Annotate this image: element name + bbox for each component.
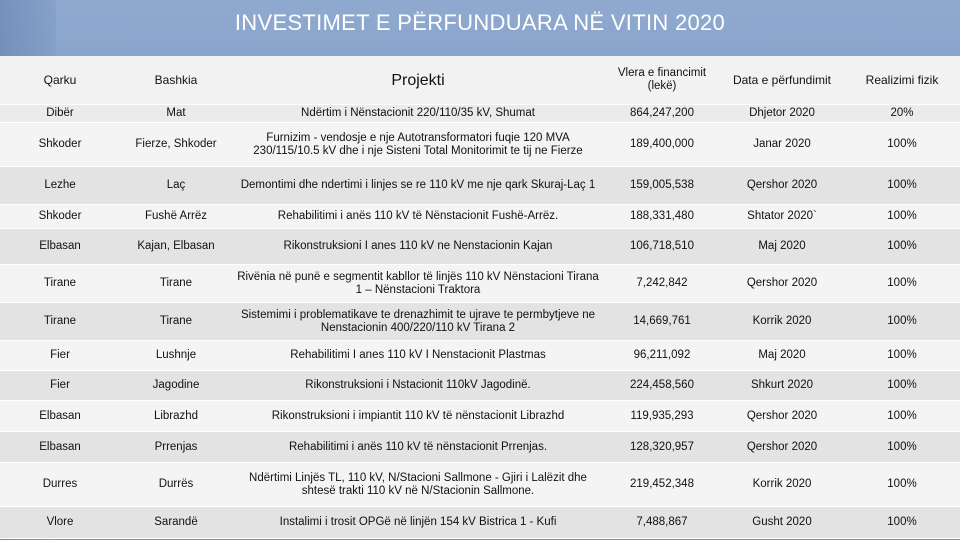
cell-bashkia: Fushë Arrëz bbox=[120, 205, 232, 229]
cell-realizimi: 100% bbox=[844, 463, 960, 507]
cell-data: Qershor 2020 bbox=[720, 401, 844, 432]
cell-qarku: Elbasan bbox=[0, 229, 120, 265]
table-row bbox=[0, 229, 960, 265]
cell-projekti: Instalimi i trosit OPGë në linjën 154 kV Bistrica 1 - Kufi bbox=[232, 507, 604, 539]
cell-qarku: Elbasan bbox=[0, 432, 120, 463]
cell-data: Qershor 2020 bbox=[720, 167, 844, 205]
cell-data: Shtator 2020` bbox=[720, 205, 844, 229]
cell-projekti: Rikonstruksioni i impiantit 110 kV të nënstacionit Librazhd bbox=[232, 401, 604, 432]
cell-vlera: 106,718,510 bbox=[604, 229, 720, 265]
cell-bashkia: Mat bbox=[120, 105, 232, 123]
cell-realizimi: 100% bbox=[844, 265, 960, 303]
cell-realizimi: 20% bbox=[844, 105, 960, 123]
cell-data: Korrik 2020 bbox=[720, 303, 844, 341]
cell-projekti: Ndërtimi Linjës TL, 110 kV, N/Stacioni Sallmone - Gjiri i Lalëzit dhe shtesë trakti 110 kV në N/Stacionin Sallmone. bbox=[232, 463, 604, 507]
cell-qarku: Elbasan bbox=[0, 401, 120, 432]
table-row bbox=[0, 463, 960, 507]
header-data: Data e përfundimit bbox=[720, 56, 844, 105]
cell-projekti: Furnizim - vendosje e nje Autotransformatori fuqie 120 MVA 230/115/10.5 kV dhe i nje Sisteni Total Monitorimit te tij ne Fierze bbox=[232, 123, 604, 167]
cell-bashkia: Kajan, Elbasan bbox=[120, 229, 232, 265]
cell-projekti: Rivënia në punë e segmentit kabllor të linjës 110 kV Nënstacioni Tirana 1 – Nënstacioni Traktora bbox=[232, 265, 604, 303]
cell-vlera: 7,242,842 bbox=[604, 265, 720, 303]
cell-projekti: Rehabilitimi i anës 110 kV të nënstacionit Prrenjas. bbox=[232, 432, 604, 463]
cell-projekti: Rehabilitimi i anës 110 kV të Nënstacionit Fushë-Arrëz. bbox=[232, 205, 604, 229]
table-row bbox=[0, 105, 960, 123]
cell-qarku: Shkoder bbox=[0, 123, 120, 167]
cell-realizimi: 100% bbox=[844, 303, 960, 341]
cell-qarku: Vlore bbox=[0, 507, 120, 539]
cell-realizimi: 100% bbox=[844, 401, 960, 432]
cell-bashkia: Durrës bbox=[120, 463, 232, 507]
cell-bashkia: Jagodine bbox=[120, 371, 232, 401]
cell-projekti: Rikonstruksioni I anes 110 kV ne Nenstacionin Kajan bbox=[232, 229, 604, 265]
cell-bashkia: Sarandë bbox=[120, 507, 232, 539]
cell-projekti: Rikonstruksioni i Nstacionit 110kV Jagodinë. bbox=[232, 371, 604, 401]
cell-realizimi: 100% bbox=[844, 507, 960, 539]
header-vlera-label: Vlera e financimit bbox=[617, 67, 707, 79]
cell-data: Janar 2020 bbox=[720, 123, 844, 167]
cell-realizimi: 100% bbox=[844, 123, 960, 167]
cell-vlera: 159,005,538 bbox=[604, 167, 720, 205]
cell-realizimi: 100% bbox=[844, 371, 960, 401]
cell-data: Maj 2020 bbox=[720, 341, 844, 371]
cell-realizimi: 100% bbox=[844, 167, 960, 205]
header-realizimi: Realizimi fizik bbox=[844, 56, 960, 105]
table-row bbox=[0, 401, 960, 432]
cell-qarku: Tirane bbox=[0, 303, 120, 341]
cell-vlera: 864,247,200 bbox=[604, 105, 720, 123]
header-vlera bbox=[604, 56, 720, 105]
cell-qarku: Tirane bbox=[0, 265, 120, 303]
cell-realizimi: 100% bbox=[844, 205, 960, 229]
investments-table bbox=[0, 56, 960, 539]
cell-bashkia: Fierze, Shkoder bbox=[120, 123, 232, 167]
cell-data: Qershor 2020 bbox=[720, 265, 844, 303]
cell-projekti: Ndërtim i Nënstacionit 220/110/35 kV, Shumat bbox=[232, 105, 604, 123]
cell-realizimi: 100% bbox=[844, 229, 960, 265]
cell-qarku: Fier bbox=[0, 341, 120, 371]
cell-qarku: Dibër bbox=[0, 105, 120, 123]
table-row bbox=[0, 432, 960, 463]
cell-vlera: 96,211,092 bbox=[604, 341, 720, 371]
cell-qarku: Shkoder bbox=[0, 205, 120, 229]
cell-vlera: 128,320,957 bbox=[604, 432, 720, 463]
cell-projekti: Rehabilitimi I anes 110 kV I Nenstacionit Plastmas bbox=[232, 341, 604, 371]
table-header-row bbox=[0, 56, 960, 105]
cell-bashkia: Tirane bbox=[120, 303, 232, 341]
header-qarku: Qarku bbox=[0, 56, 120, 105]
cell-bashkia: Tirane bbox=[120, 265, 232, 303]
slide-title: INVESTIMET E PËRFUNDUARA NË VITIN 2020 bbox=[234, 10, 726, 35]
cell-projekti: Sistemimi i problematikave te drenazhimit te ujrave te permbytjeve ne Nenstacionin 400/220/110 kV Tirana 2 bbox=[232, 303, 604, 341]
table-row bbox=[0, 167, 960, 205]
cell-vlera: 189,400,000 bbox=[604, 123, 720, 167]
cell-data: Shkurt 2020 bbox=[720, 371, 844, 401]
cell-qarku: Lezhe bbox=[0, 167, 120, 205]
cell-data: Maj 2020 bbox=[720, 229, 844, 265]
table-row bbox=[0, 303, 960, 341]
cell-vlera: 224,458,560 bbox=[604, 371, 720, 401]
header-vlera-unit: (lekë) bbox=[647, 80, 677, 92]
cell-bashkia: Librazhd bbox=[120, 401, 232, 432]
cell-vlera: 7,488,867 bbox=[604, 507, 720, 539]
header-bashkia: Bashkia bbox=[120, 56, 232, 105]
cell-bashkia: Laç bbox=[120, 167, 232, 205]
table-row bbox=[0, 507, 960, 539]
cell-bashkia: Lushnje bbox=[120, 341, 232, 371]
table-row bbox=[0, 341, 960, 371]
cell-vlera: 188,331,480 bbox=[604, 205, 720, 229]
table-row bbox=[0, 205, 960, 229]
cell-vlera: 219,452,348 bbox=[604, 463, 720, 507]
cell-realizimi: 100% bbox=[844, 432, 960, 463]
cell-vlera: 119,935,293 bbox=[604, 401, 720, 432]
cell-bashkia: Prrenjas bbox=[120, 432, 232, 463]
header-projekti: Projekti bbox=[232, 56, 604, 105]
cell-data: Dhjetor 2020 bbox=[720, 105, 844, 123]
cell-data: Korrik 2020 bbox=[720, 463, 844, 507]
table-row bbox=[0, 265, 960, 303]
cell-qarku: Fier bbox=[0, 371, 120, 401]
cell-vlera: 14,669,761 bbox=[604, 303, 720, 341]
cell-realizimi: 100% bbox=[844, 341, 960, 371]
cell-data: Qershor 2020 bbox=[720, 432, 844, 463]
cell-data: Gusht 2020 bbox=[720, 507, 844, 539]
table-row bbox=[0, 371, 960, 401]
cell-projekti: Demontimi dhe ndertimi i linjes se re 110 kV me nje qark Skuraj-Laç 1 bbox=[232, 167, 604, 205]
table-row bbox=[0, 123, 960, 167]
cell-qarku: Durres bbox=[0, 463, 120, 507]
